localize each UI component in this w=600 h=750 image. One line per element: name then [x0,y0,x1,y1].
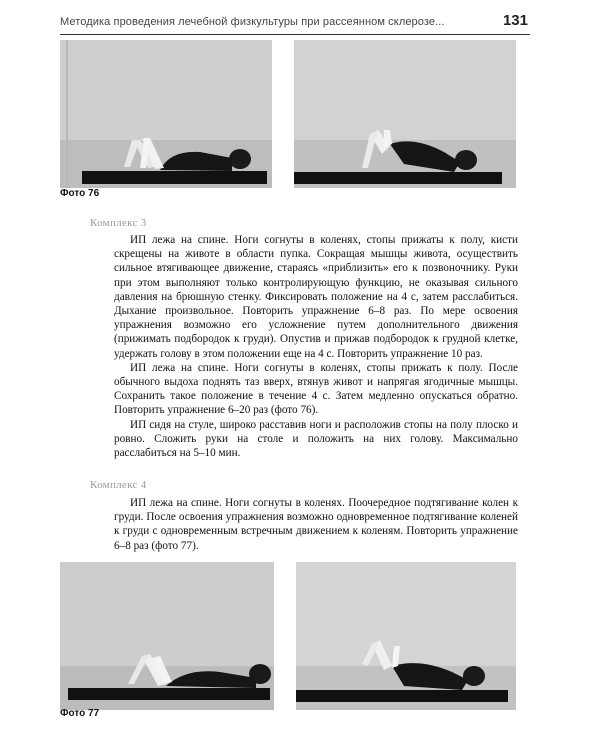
exercise-pelvis-raised-illustration [294,40,516,188]
complex-3-body [114,233,518,460]
complex-3-heading: Комплекс 3 [90,217,147,229]
complex-4-body [114,496,518,553]
photo-77-right [296,562,516,710]
photo-77-caption: Фото 77 [60,708,100,719]
exercise-lying-knees-bent-illustration [60,40,272,188]
page-number: 131 [502,12,528,29]
page-header [60,8,530,35]
photo-76-caption: Фото 76 [60,188,100,199]
complex-3-paragraph: ИП лежа на спине. Ноги согнуты в коленях, стопы прижать к полу. После обычного выдоха поднять таз вверх, втянув живот и напрягая ягодичные мышцы. Сохранить такое положение в течение 4 с. Затем медленно опускаться обратно. Повторить упражнение 6–20 раз (фото 76). [114,361,518,417]
complex-3-paragraph: ИП сидя на стуле, широко расставив ноги и расположив стопы на полу плоско и ровно. Сложить руки на столе и положить на них голову. Максимально расслабиться на 5–10 мин. [114,418,518,460]
photo-76-right [294,40,516,188]
exercise-knee-to-chest-raised-illustration [296,562,516,710]
photo-76-left [60,40,272,188]
complex-4-heading: Комплекс 4 [90,479,147,491]
complex-3-paragraph: ИП лежа на спине. Ноги согнуты в коленях, стопы прижаты к полу, кисти скрещены на животе в области пупка. Сокращая мышцы живота, осуществить сильное втягивающее движение, стараясь «приблизить» его к позвоночнику. Руки при этом выполняют только контролирующую функцию, не оказывая сильного давления на брюшную стенку. Фиксировать положение на 4 с, затем расслабиться. Дыхание произвольное. Повторить упражнение 6–8 раз. По мере освоения упражнения возможно его усложнение путем дополнительного движения (прижимать подбородок к груди). Опустив и прижав подбородок к грудной клетке, удержать голову в этом положении еще на 4 с. Повторить упражнение 10 раз. [114,234,518,360]
exercise-knee-to-chest-start-illustration [60,562,274,710]
photo-77-left [60,562,274,710]
complex-4-paragraph: ИП лежа на спине. Ноги согнуты в коленях. Поочередное подтягивание колен к груди. После освоения упражнения возможно одновременное подтягивание коленей к груди с одновременным встречным движением к коленям. Повторить упражнение 6–8 раз (фото 77). [114,497,518,552]
running-title: Методика проведения лечебной физкультуры при рассеянном склерозе... [60,16,445,28]
